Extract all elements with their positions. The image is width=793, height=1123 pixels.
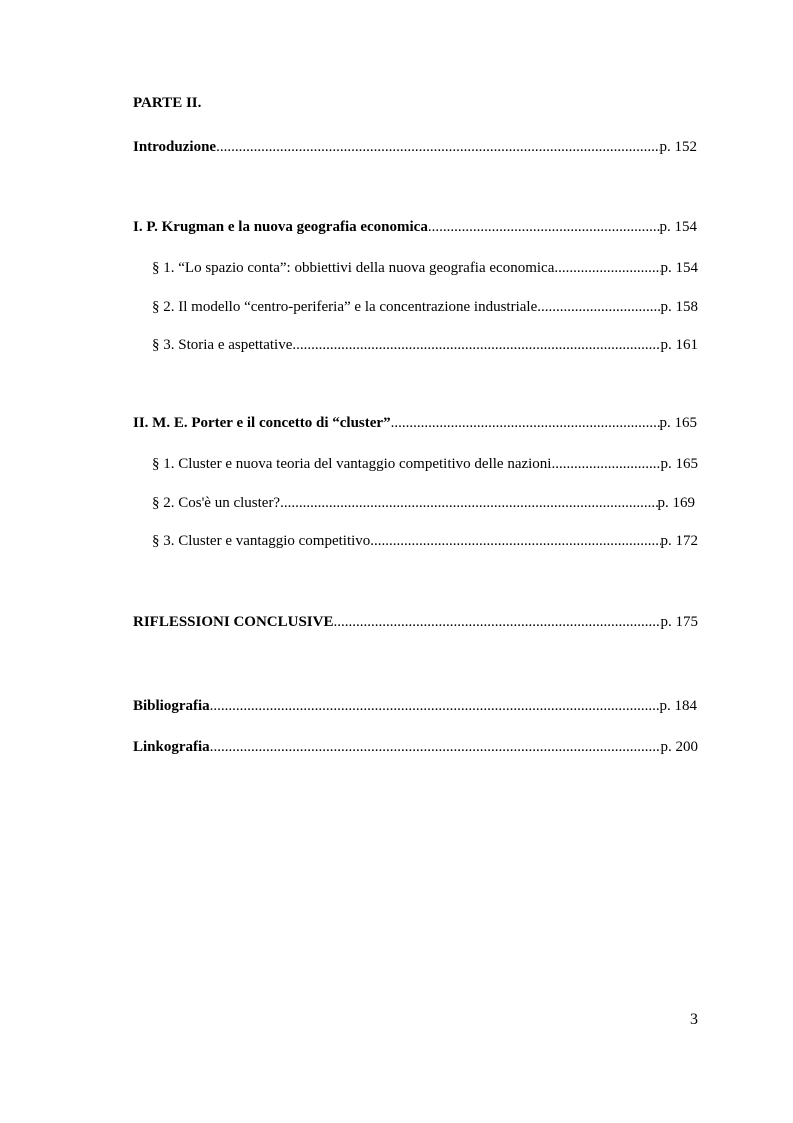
toc-entry-page: p. 154	[659, 219, 697, 235]
toc-entry-chapter-2	[133, 413, 697, 433]
toc-entry-section-2-1	[152, 454, 698, 474]
toc-entry-title: Bibliografia	[133, 698, 210, 714]
toc-leader-dots	[537, 297, 660, 317]
part-heading: PARTE II.	[133, 95, 202, 111]
toc-leader-dots	[210, 737, 661, 757]
toc-leader-dots	[210, 696, 660, 716]
toc-entry-section-2-2	[152, 493, 695, 513]
toc-entry-page: p. 154	[660, 260, 698, 276]
toc-entry-page: p. 172	[660, 533, 698, 549]
toc-entry-page: p. 158	[660, 299, 698, 315]
toc-leader-dots	[292, 335, 660, 355]
toc-entry-page: p. 152	[659, 139, 697, 155]
toc-leader-dots	[391, 413, 660, 433]
toc-entry-introduzione	[133, 137, 697, 157]
toc-leader-dots	[333, 612, 660, 632]
toc-entry-section-1-1	[152, 258, 698, 278]
toc-entry-title: § 1. Cluster e nuova teoria del vantaggio competitivo delle nazioni	[152, 456, 552, 472]
toc-entry-bibliografia	[133, 696, 697, 716]
page-number: 3	[690, 1011, 698, 1028]
toc-entry-conclusions	[133, 612, 698, 632]
toc-entry-linkografia	[133, 737, 698, 757]
toc-entry-page: p. 161	[660, 337, 698, 353]
toc-leader-dots	[370, 531, 660, 551]
toc-leader-dots	[554, 258, 660, 278]
toc-leader-dots	[428, 217, 660, 237]
toc-entry-page: p. 165	[660, 456, 698, 472]
toc-entry-title: § 2. Cos'è un cluster?	[152, 495, 281, 511]
toc-entry-section-2-3	[152, 531, 698, 551]
toc-entry-title: § 3. Cluster e vantaggio competitivo	[152, 533, 371, 549]
toc-entry-title: I. P. Krugman e la nuova geografia economica	[133, 219, 428, 235]
toc-leader-dots	[280, 493, 657, 513]
toc-entry-title: Introduzione	[133, 139, 217, 155]
toc-entry-title: § 3. Storia e aspettative	[152, 337, 293, 353]
toc-entry-page: p. 175	[660, 614, 698, 630]
toc-entry-chapter-1	[133, 217, 697, 237]
toc-entry-section-1-3	[152, 335, 698, 355]
toc-entry-section-1-2	[152, 297, 698, 317]
toc-entry-page: p. 165	[659, 415, 697, 431]
toc-leader-dots	[551, 454, 660, 474]
toc-entry-title: § 1. “Lo spazio conta”: obbiettivi della nuova geografia economica	[152, 260, 555, 276]
toc-entry-title: II. M. E. Porter e il concetto di “cluster”	[133, 415, 391, 431]
toc-entry-page: p. 200	[660, 739, 698, 755]
toc-entry-page: p. 184	[659, 698, 697, 714]
toc-leader-dots	[216, 137, 659, 157]
toc-entry-title: Linkografia	[133, 739, 210, 755]
toc-entry-page: p. 169	[657, 495, 695, 511]
toc-entry-title: RIFLESSIONI CONCLUSIVE	[133, 614, 334, 630]
toc-entry-title: § 2. Il modello “centro-periferia” e la concentrazione industriale	[152, 299, 538, 315]
